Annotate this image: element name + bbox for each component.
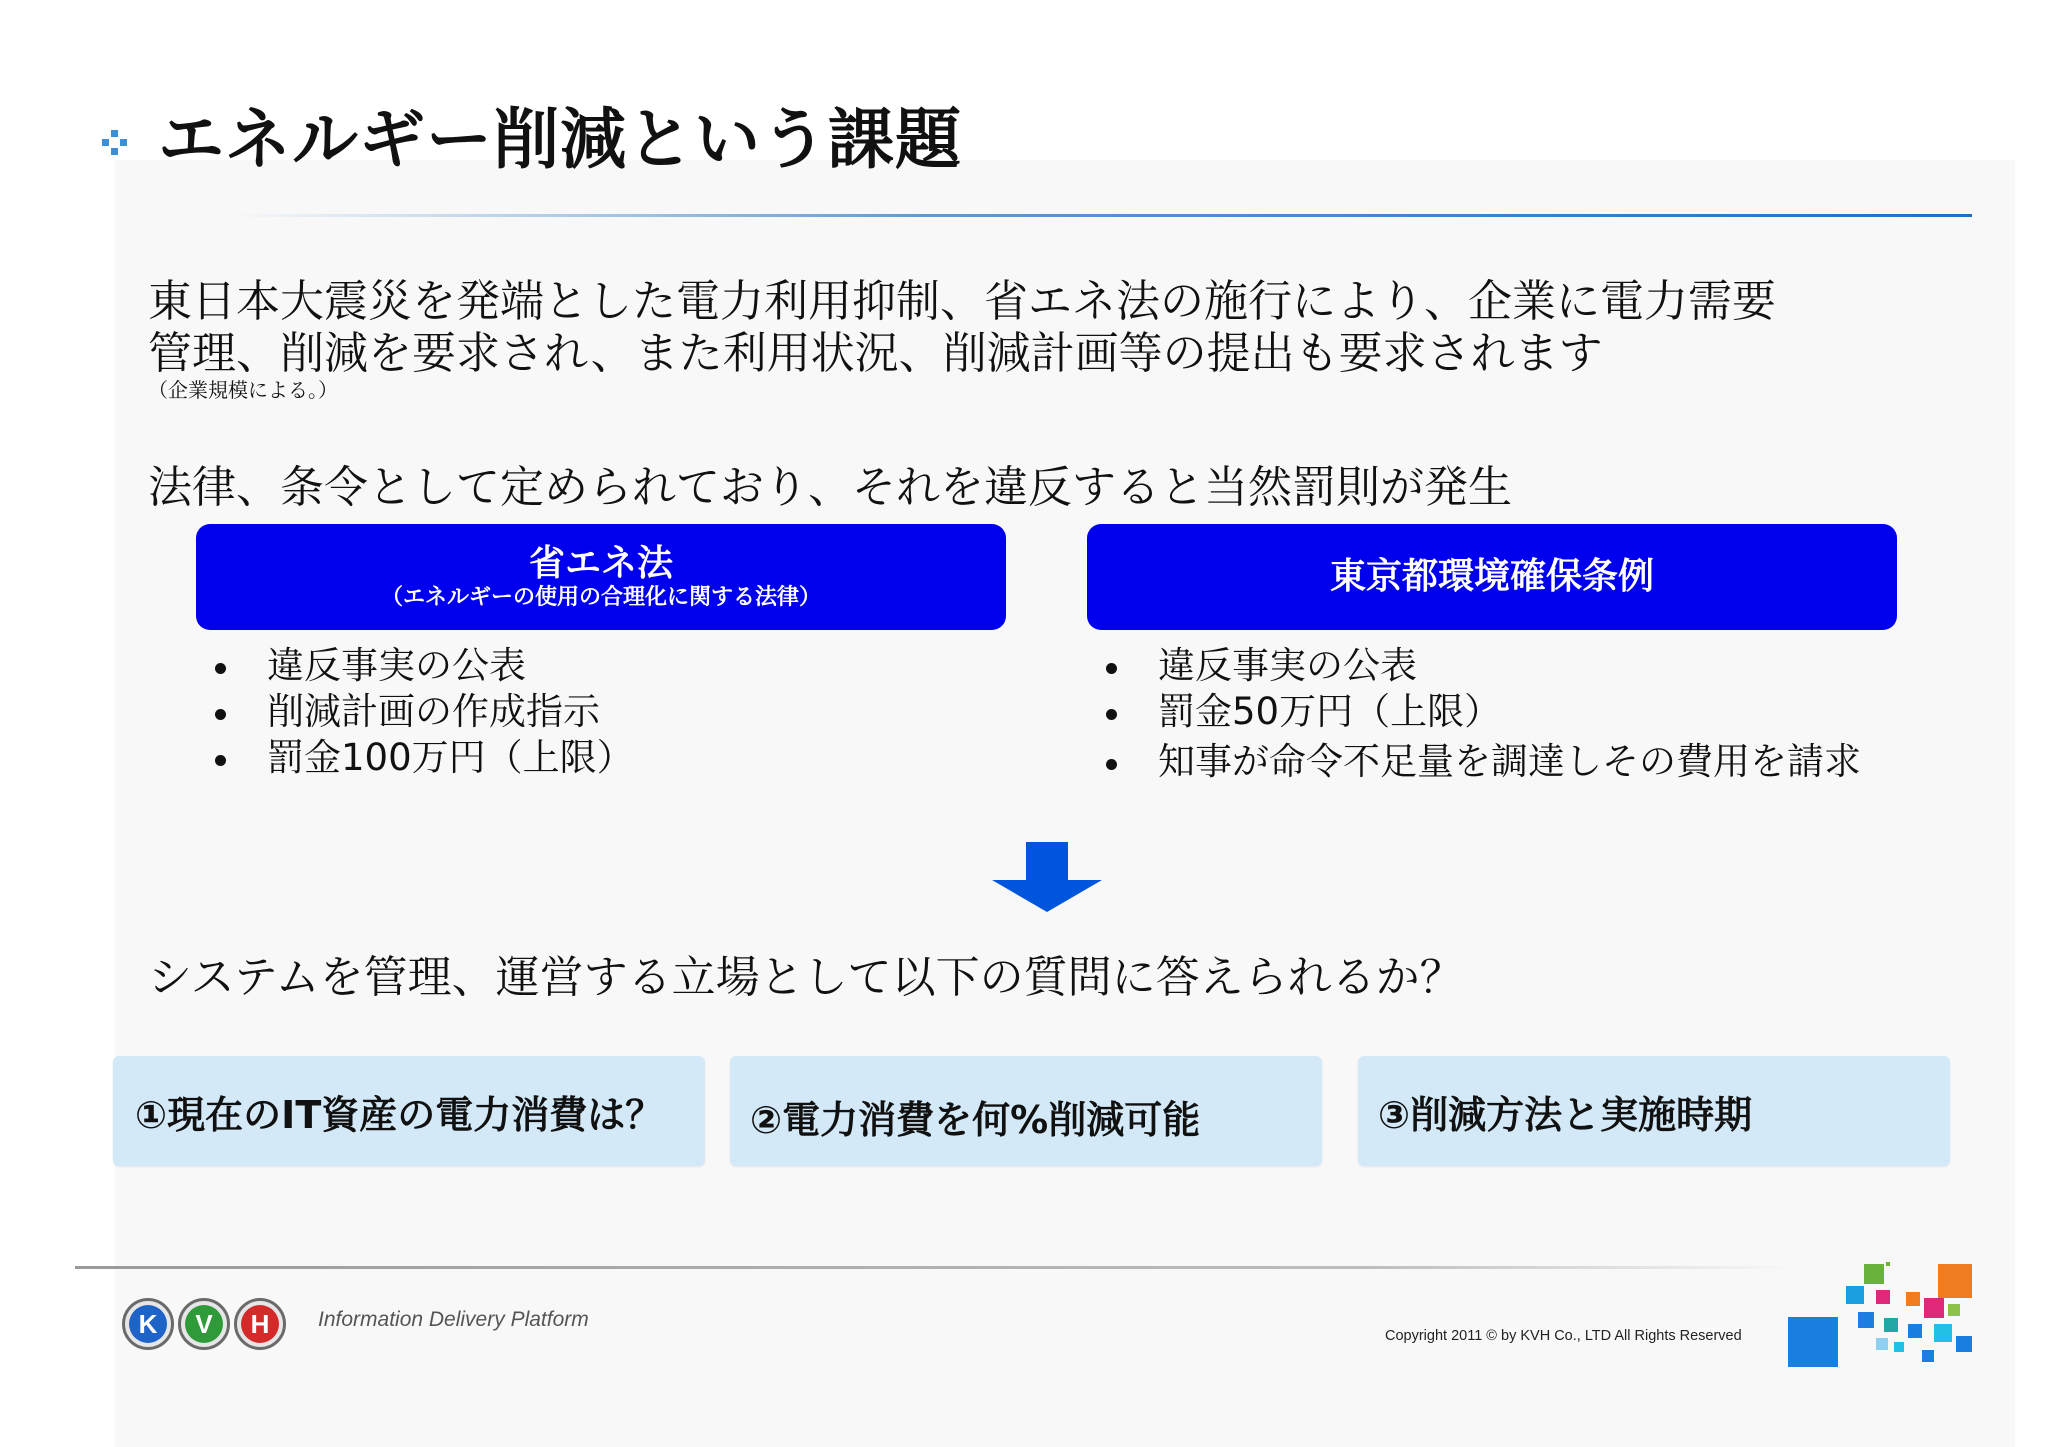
- question-text: ①現在のIT資産の電力消費は？: [135, 1092, 664, 1137]
- title-bullet-icon: [100, 128, 130, 158]
- question-box-method-timing: [1358, 1056, 1950, 1166]
- list-item: 知事が命令不足量を調達しその費用を請求: [1103, 739, 1861, 785]
- intro-line-2: 管理、削減を要求され、また利用状況、削減計画等の提出も要求されます: [148, 328, 1603, 379]
- penalty-list-energy-saving-act: [212, 643, 634, 781]
- law-box-tokyo-ordinance: [1087, 524, 1897, 630]
- question-box-reduction-rate: [730, 1056, 1322, 1166]
- list-item: 罰金50万円（上限）: [1103, 689, 1861, 735]
- page-title: エネルギー削減という課題: [158, 101, 962, 178]
- intro-line-1: 東日本大震災を発端とした電力利用抑制、省エネ法の施行により、企業に電力需要: [148, 276, 1776, 327]
- down-arrow-icon: [992, 842, 1102, 912]
- logo-letter: V: [185, 1305, 223, 1343]
- list-item: 違反事実の公表: [1103, 643, 1861, 689]
- penalty-list-tokyo-ordinance: [1103, 643, 1861, 785]
- intro-note: （企業規模による。）: [148, 378, 338, 402]
- list-item: 削減計画の作成指示: [212, 689, 634, 735]
- question-heading: システムを管理、運営する立場として以下の質問に答えられるか？: [148, 952, 1464, 1003]
- logo-circle-k: [122, 1298, 174, 1350]
- law-box-energy-saving-act: [196, 524, 1006, 630]
- law-title: 省エネ法: [528, 543, 673, 584]
- footer-divider: [75, 1266, 1795, 1269]
- law-statement: 法律、条令として定められており、それを違反すると当然罰則が発生: [148, 462, 1512, 513]
- logo-letter: H: [241, 1305, 279, 1343]
- logo-circle-v: [178, 1298, 230, 1350]
- logo-circle-h: [234, 1298, 286, 1350]
- question-box-power-consumption: [113, 1056, 705, 1166]
- platform-tagline: Information Delivery Platform: [318, 1308, 589, 1331]
- decorative-mosaic-icon: [1788, 1262, 1974, 1370]
- question-text: ②電力消費を何%削減可能: [750, 1098, 1201, 1142]
- list-item: 罰金100万円（上限）: [212, 735, 634, 781]
- list-item: 違反事実の公表: [212, 643, 634, 689]
- logo-letter: K: [129, 1305, 167, 1343]
- law-title: 東京都環境確保条例: [1329, 556, 1654, 597]
- copyright-text: Copyright 2011 © by KVH Co., LTD All Rights Reserved: [1385, 1328, 1742, 1344]
- question-text: ③削減方法と実施時期: [1378, 1092, 1753, 1137]
- kvh-logo: [122, 1298, 286, 1350]
- law-subtitle: （エネルギーの使用の合理化に関する法律）: [380, 585, 821, 610]
- title-divider: [230, 214, 1972, 217]
